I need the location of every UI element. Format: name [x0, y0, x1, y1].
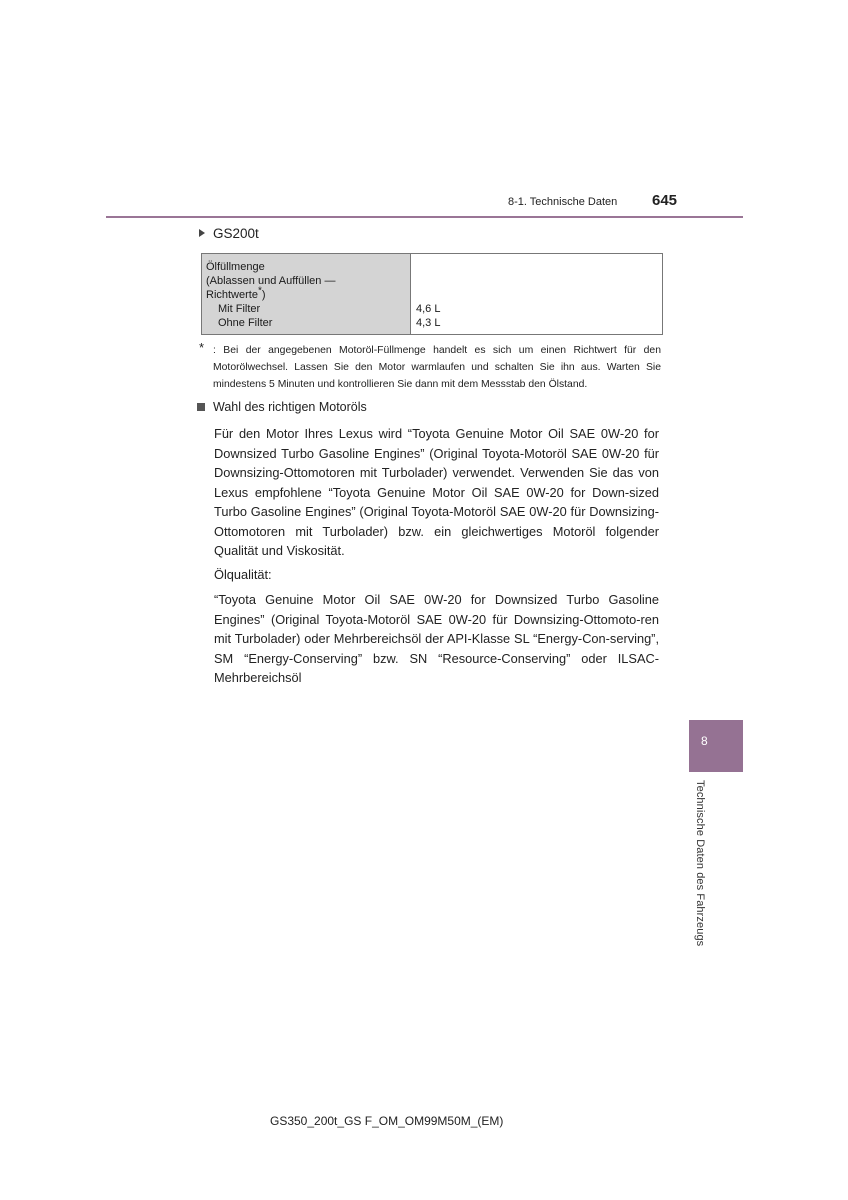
- model-heading: [199, 226, 259, 241]
- model-name: GS200t: [213, 226, 259, 241]
- oil-quality-label: Ölqualität:: [214, 567, 272, 582]
- footer-doc-id: GS350_200t_GS F_OM_OM99M50M_(EM): [270, 1114, 504, 1128]
- table-value-cell: [411, 254, 663, 335]
- footnote-star: *: [199, 340, 205, 355]
- footnote: [199, 342, 661, 393]
- value-ohne-filter: 4,3 L: [416, 317, 441, 329]
- page-number: 645: [652, 192, 678, 209]
- label-line: [206, 285, 406, 302]
- value-mit-filter: 4,6 L: [416, 303, 441, 315]
- label-line-ohne-filter: Ohne Filter: [218, 317, 273, 329]
- chapter-side-label: Technische Daten des Fahrzeugs: [694, 780, 706, 947]
- header-section-title: 8-1. Technische Daten: [508, 196, 618, 208]
- square-bullet-icon: [197, 403, 205, 411]
- triangle-bullet-icon: [199, 229, 205, 237]
- table-row: [202, 254, 663, 335]
- footnote-text: : Bei der angegebenen Motoröl-Füllmenge handelt es sich um einen Richtwert für den Motorölwechsel. Lassen Sie den Motor warmlaufen und schalten Sie ihn aus. Warten Sie mindestens 5 Minuten und kontrollieren Sie dann mit dem Messstab den Ölstand.: [213, 345, 661, 390]
- table-label-cell: [202, 254, 411, 335]
- oil-capacity-table: [201, 253, 663, 335]
- label-line-mit-filter: Mit Filter: [218, 303, 261, 315]
- label-line: Ölfüllmenge: [206, 261, 265, 273]
- label-line: (Ablassen und Auffüllen —: [206, 275, 336, 287]
- header-divider: [106, 216, 743, 218]
- paragraph-engine-oil: Für den Motor Ihres Lexus wird “Toyota Genuine Motor Oil SAE 0W-20 for Downsized Turbo Gasoline Engines” (Original Toyota-Motoröl SAE 0W-20 für Downsizing-Ottomotoren mit Turbolader) verwendet. Verwenden Sie das von Lexus empfohlene “Toyota Genuine Motor Oil SAE 0W-20 for Down-sized Turbo Gasoline Engines” (Original Toyota-Motoröl SAE 0W-20 für Downsizing-Ottomotoren mit Turbolader) bzw. ein gleichwertiges Motoröl folgender Qualität und Viskosität.: [214, 426, 659, 558]
- paragraph-oil-quality: “Toyota Genuine Motor Oil SAE 0W-20 for Downsized Turbo Gasoline Engines” (Original Toyota-Motoröl SAE 0W-20 für Downsizing-Ottomoto-ren mit Turbolader) oder Mehrbereichsöl der API-Klasse SL “Energy-Con-serving”, SM “Energy-Conserving” bzw. SN “Resource-Conserving” oder ILSAC-Mehrbereichsöl: [214, 592, 659, 685]
- section-heading-text: Wahl des richtigen Motoröls: [213, 400, 367, 414]
- footnote-marker: *: [257, 285, 262, 297]
- closing-paren: ): [261, 289, 266, 301]
- chapter-number: 8: [701, 734, 708, 748]
- chapter-tab: [689, 720, 743, 772]
- section-heading: [197, 400, 367, 414]
- label-text: Richtwerte: [206, 289, 258, 301]
